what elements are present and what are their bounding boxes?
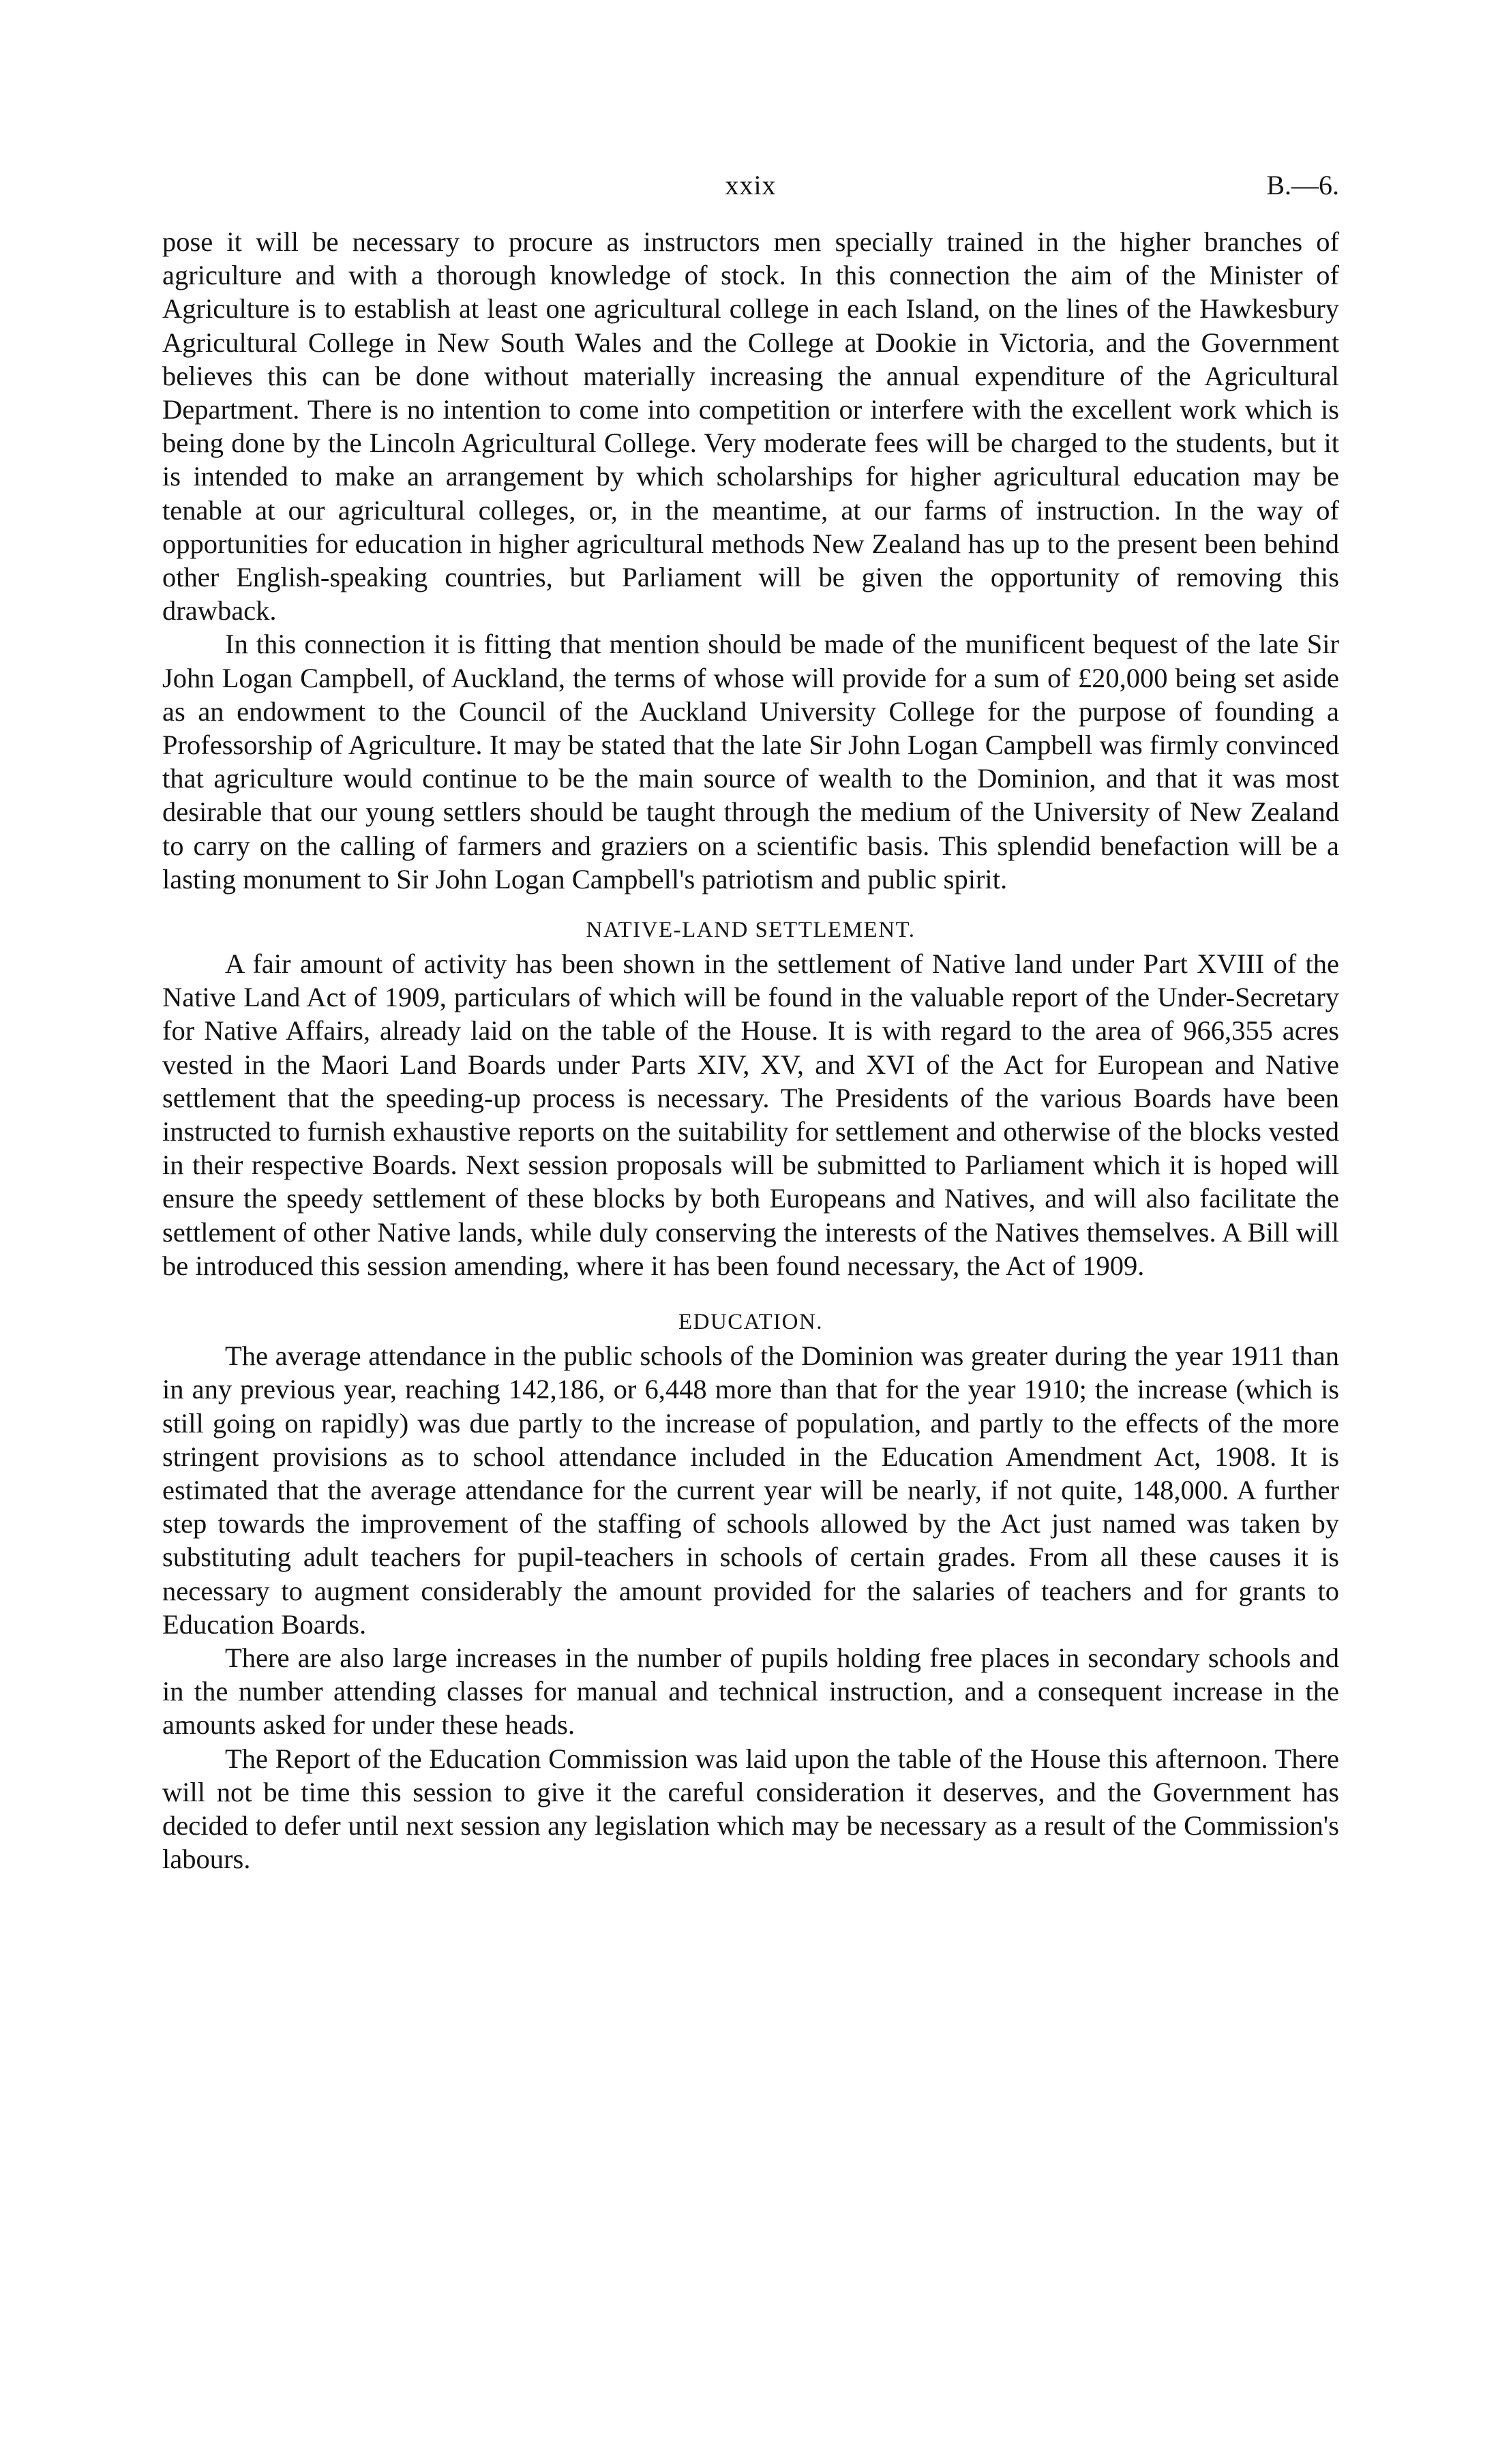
education-paragraph-1: The average attendance in the public schools of the Dominion was greater during the year 1911 than in any previous year, reaching 142,186, or 6,448 more than that for the year 1910; the increase (which is still going on rapidly) was due partly to the increase of population, and partly to the effects of the more stringent provisions as to school attendance included in the Education Amendment Act, 1908. It is estimated that the average attendance for the current year will be nearly, if not quite, 148,000. A further step towards the improvement of the staffing of schools allowed by the Act just named was taken by substituting adult teachers for pupil-teachers in schools of certain grades. From all these causes it is necessary to augment considerably the amount provided for the salaries of teachers and for grants to Education Boards. — [162, 1340, 1339, 1640]
page-body — [162, 225, 1339, 1876]
education-heading: EDUCATION. — [678, 1310, 824, 1335]
education-paragraph-3: The Report of the Education Commission was laid upon the table of the House this afternoon. There will not be time this session to give it the careful consideration it deserves, and the Government has decided to defer until next session any legislation which may be necessary as a result of the Commission's labours. — [162, 1743, 1339, 1875]
education-section — [162, 1306, 1339, 1876]
native-land-paragraph: A fair amount of activity has been shown in the settlement of Native land under Part XVIII of the Native Land Act of 1909, particulars of which will be found in the valuable report of the Under-Secretary for Native Affairs, already laid on the table of the House. It is with regard to the area of 966,355 acres vested in the Maori Land Boards under Parts XIV, XV, and XVI of the Act for European and Native settlement that the speeding-up process is necessary. The Presidents of the various Boards have been instructed to furnish exhaustive reports on the suitability for settlement and otherwise of the blocks vested in their respective Boards. Next session proposals will be submitted to Parliament which it is hoped will ensure the speedy settlement of these blocks by both Europeans and Natives, and will also facilitate the settlement of other Native lands, while duly conserving the interests of the Natives themselves. A Bill will be introduced this session amending, where it has been found necessary, the Act of 1909. — [162, 948, 1339, 1281]
education-paragraph-2: There are also large increases in the number of pupils holding free places in secondary schools and in the number attending classes for manual and technical instruction, and a consequent increase in the amounts asked for under these heads. — [162, 1642, 1339, 1741]
page-number: xxix — [725, 170, 777, 200]
intro-paragraph-2: In this connection it is fitting that mention should be made of the munificent bequest of the late Sir John Logan Campbell, of Auckland, the terms of whose will provide for a sum of £20,000 being set aside as an endowment to the Council of the Auckland University College for the purpose of founding a Professorship of Agriculture. It may be stated that the late Sir John Logan Campbell was firmly convinced that agriculture would continue to be the main source of wealth to the Dominion, and that it was most desirable that our young settlers should be taught through the medium of the University of New Zealand to carry on the calling of farmers and graziers on a scientific basis. This splendid benefaction will be a lasting monument to Sir John Logan Campbell's patriotism and public spirit. — [162, 629, 1339, 895]
native-land-heading: NATIVE-LAND SETTLEMENT. — [586, 918, 916, 943]
document-reference: B.—6. — [1266, 170, 1339, 200]
page-header — [162, 169, 1339, 210]
agriculture-section — [162, 225, 1339, 896]
native-land-section — [162, 914, 1339, 1282]
intro-paragraph-1: pose it will be necessary to procure as instructors men specially trained in the higher branches of agriculture and with a thorough knowledge of stock. In this connection the aim of the Minister of Agriculture is to establish at least one agricultural college in each Island, on the lines of the Hawkesbury Agricultural College in New South Wales and the College at Dookie in Victoria, and the Government believes this can be done without materially increasing the annual expenditure of the Agricultural Department. There is no intention to come into competition or interfere with the excellent work which is being done by the Lincoln Agricultural College. Very moderate fees will be charged to the students, but it is intended to make an arrangement by which scholarships for higher agricultural education may be tenable at our agricultural colleges, or, in the meantime, at our farms of instruction. In the way of opportunities for education in higher agricultural methods New Zealand has up to the present been behind other English-speaking countries, but Parliament will be given the opportunity of removing this drawback. — [162, 226, 1339, 627]
